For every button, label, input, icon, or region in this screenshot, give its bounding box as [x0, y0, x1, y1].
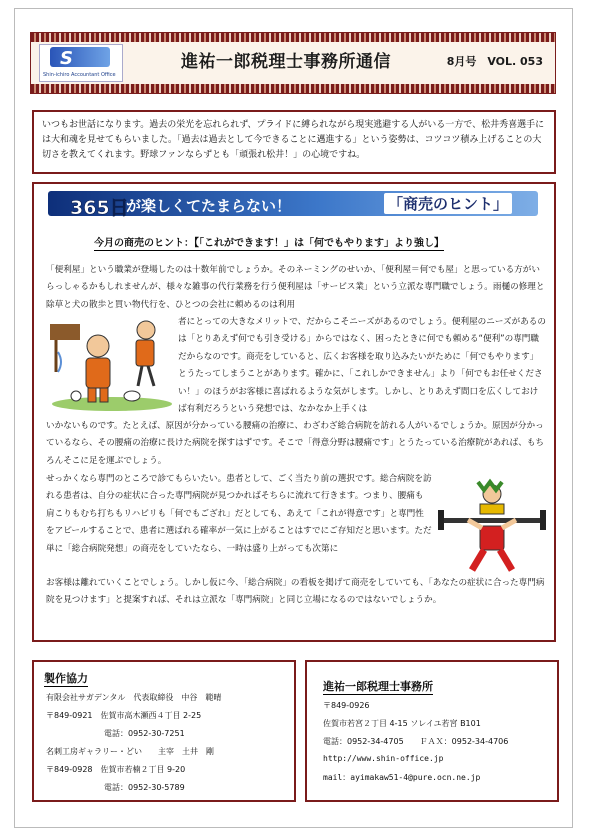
- cooperation-line: 電話：0952-30-5789: [104, 783, 185, 792]
- office-website: http://www.shin-office.jp: [323, 754, 444, 763]
- banner-365: 365日: [70, 197, 129, 219]
- article-subheading: 今月の商売のヒント：【「これができます！」は「何でもやります」より強し】: [94, 234, 444, 251]
- issue-label: 8月号 VOL. 053: [446, 55, 543, 68]
- article-paragraph: せっかくなら専門のところで診てもらいたい。患者として、ごく当たり前の選択です。総合病院を訪れる患者は、自分の症状に合った専門病院が見つかればそちらに流れて行きます。つまり、腰痛も肩こりもむち打ちもリハビリも「何でもござれ」だとしても、あえて「これが得意です」と専門性をアピールすることで、患者に選ばれる確率が一気に上がることはすでにご存知だと思います。ただ単に「総合病院発想」の商売をしていたなら、一時は盛り上がっても次第に: [46, 474, 432, 554]
- article-paragraph: お客様は離れていくことでしょう。しかし仮に今、「総合病院」の看板を掲げて商売をしていても、「あなたの症状に合った専門病院を見つけます」と提案すれば、それは立派な「専門病院」と同じ立場になるのではないでしょうか。: [46, 578, 545, 606]
- cooperation-line: 電話：0952-30-7251: [104, 729, 185, 738]
- logo-text: Shin-ichiro Accountant Office: [43, 72, 116, 78]
- intro-box: [32, 110, 556, 174]
- office-address: 佐賀市若宮２丁目 4-15 ソレイユ若宮 B101: [323, 719, 481, 728]
- cooperation-title: 製作協力: [44, 672, 88, 685]
- article-box: [32, 182, 556, 642]
- office-phone-fax: 電話：0952-34-4705 ＦＡＸ：0952-34-4706: [323, 737, 509, 746]
- banner-text: が楽しくてたまらない！: [126, 197, 292, 215]
- banner-hint: 「商売のヒント」: [384, 193, 512, 214]
- cooperation-line: 〒849-0928 佐賀市若楠２丁目 9-20: [46, 765, 186, 774]
- office-title: 進祐一郎税理士事務所: [323, 680, 433, 693]
- article-paragraph: 者にとっての大きなメリットで、だからこそニーズがあるのでしょう。便利屋のニーズがあるのは「とりあえず何でも引き受ける」からではなく、困ったときに何でも頼める“便利”の専門職だからなのです。商売をしていると、広くお客様を取り込みたいがために「何でもやります」とうたってしまうことがあります。確かに、「これしかできません」より「何でもお任せください！」のほうがお客様に喜ばれるような気がします。しかし、とりあえず間口を広くしておけば有利だろうという発想では、なかなか上手くは: [178, 317, 546, 415]
- cooperation-box: [32, 660, 296, 802]
- weightlifter-illustration: [438, 478, 546, 578]
- logo-mark: S: [50, 47, 110, 67]
- cooperation-line: 有限会社サガデンタル 代表取締役 中谷 範晴: [46, 693, 222, 702]
- office-email: mail：ayimakaw51-4@pure.ocn.ne.jp: [323, 773, 481, 782]
- newsletter-header: [30, 32, 556, 94]
- office-logo: [39, 44, 123, 82]
- header-stripe: [31, 84, 555, 93]
- cooperation-line: 名刺工房ギャラリー・どい 主宰 土井 剛: [46, 747, 214, 756]
- handyman-illustration: [46, 312, 174, 412]
- office-postal: 〒849-0926: [323, 701, 370, 710]
- cooperation-line: 〒849-0921 佐賀市高木瀬西４丁目 2-25: [46, 711, 202, 720]
- newsletter-title: 進祐一郎税理士事務所通信: [181, 52, 391, 72]
- article-banner: [48, 191, 538, 219]
- header-stripe: [31, 33, 555, 42]
- article-paragraph: いかないものです。たとえば、原因が分かっている腰痛の治療に、わざわざ総合病院を訪れる人がいるでしょうか。原因が分かっているなら、その腰痛の治療に長けた病院を探すはずです。そこで「得意分野は腰痛です」とうたっている治療院があれば、もちろんそこに足を運ぶでしょう。: [46, 421, 545, 466]
- office-box: [305, 660, 559, 802]
- intro-text: いつもお世話になります。過去の栄光を忘れられず、プライドに縛られながら現実逃避する人がいる一方で、松井秀喜選手には大和魂を見せてもらいました。「過去は過去として今できることに邁進する」という姿勢は、コツコツ積み上げることの大切さを教えてくれます。野球ファンならずとも「頑張れ松井！」の心境ですね。: [42, 120, 545, 160]
- article-paragraph: 「便利屋」という職業が登場したのは十数年前でしょうか。そのネーミングのせいか、「便利屋＝何でも屋」と思っている方がいらっしゃるかもしれませんが、様々な雑事の代行業務を行う便利屋は「サービス業」という立派な専門職でしょう。雨樋の修理と除草と犬の散歩と買い物代行を、ひとつの会社に頼めるのは利用: [46, 265, 545, 310]
